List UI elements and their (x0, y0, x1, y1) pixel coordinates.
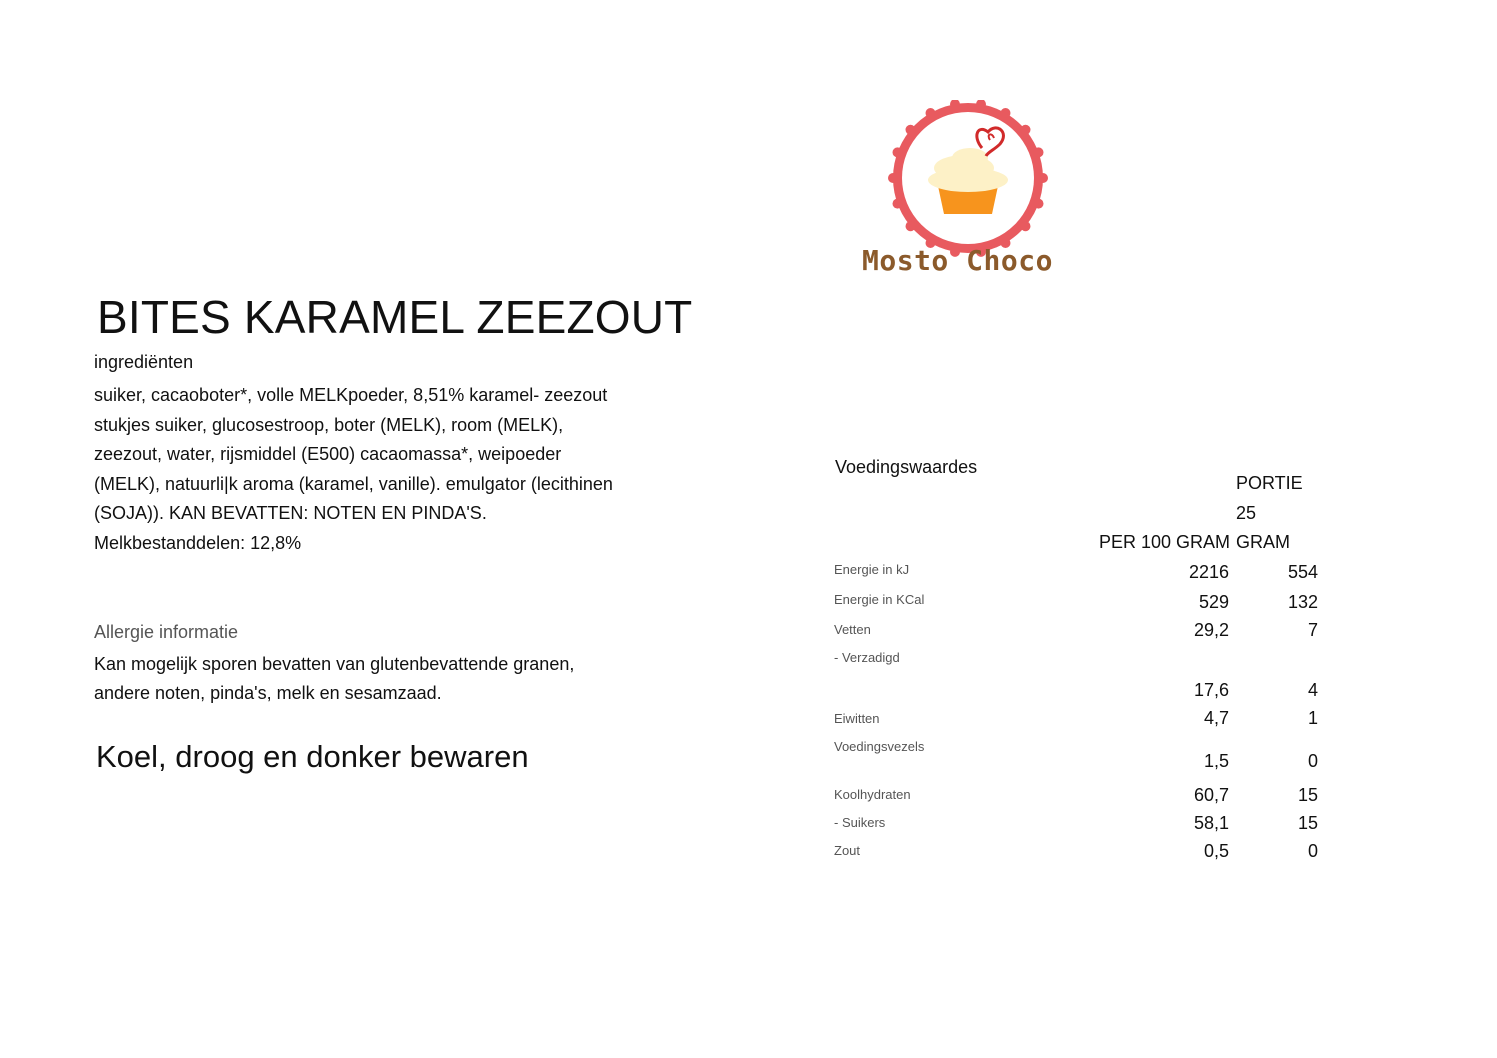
product-title: BITES KARAMEL ZEEZOUT (97, 291, 693, 343)
nutrition-per100-value: 529 (1198, 592, 1229, 612)
logo-wordmark: Mosto Choco (862, 244, 1053, 277)
nutrition-portion-value: 554 (1287, 562, 1318, 582)
column-header-per-100-gram: PER 100 GRAM (1099, 532, 1231, 552)
nutrition-row-label: Koolhydraten (834, 787, 911, 802)
nutrition-portion-value: 1 (1307, 708, 1318, 728)
column-header-gram: GRAM (1236, 532, 1290, 552)
nutrition-portion-value: 15 (1297, 813, 1318, 833)
ingredients-line: (MELK), natuurli|k aroma (karamel, vanille). emulgator (lecithinen (94, 473, 613, 494)
column-header-portie: PORTIE (1236, 473, 1303, 493)
nutrition-portion-value: 132 (1287, 592, 1318, 612)
nutrition-portion-value: 0 (1307, 751, 1318, 771)
allergy-line: Kan mogelijk sporen bevatten van glutenbevattende granen, (94, 654, 575, 674)
nutrition-row-label: Zout (834, 843, 861, 858)
nutrition-per100-value: 17,6 (1193, 680, 1229, 700)
ingredients-line: stukjes suiker, glucosestroop, boter (MELK), room (MELK), (94, 414, 564, 435)
nutrition-portion-value: 15 (1297, 785, 1318, 805)
allergy-text (94, 650, 674, 708)
nutrition-row-label: Voedingsvezels (834, 739, 925, 754)
nutrition-per100-value: 60,7 (1193, 785, 1229, 805)
nutrition-per100-value: 1,5 (1203, 751, 1229, 771)
nutrition-per100-value: 4,7 (1203, 708, 1229, 728)
nutrition-row-label: Energie in kJ (834, 562, 910, 577)
ingredients-heading: ingrediënten (94, 352, 194, 372)
ingredients-line: Melkbestanddelen: 12,8% (94, 532, 302, 553)
nutrition-portion-value: 7 (1307, 620, 1318, 640)
ingredients-line: suiker, cacaoboter*, volle MELKpoeder, 8,51% karamel- zeezout (94, 385, 608, 405)
nutrition-per100-value: 58,1 (1193, 813, 1229, 833)
ingredients-line: zeezout, water, rijsmiddel (E500) cacaomassa*, weipoeder (94, 444, 562, 464)
ingredients-line: (SOJA)). KAN BEVATTEN: NOTEN EN PINDA'S. (94, 503, 487, 523)
nutrition-row-label: - Suikers (834, 815, 886, 830)
nutrition-per100-value: 29,2 (1193, 620, 1229, 640)
nutrition-per100-value: 2216 (1188, 562, 1229, 582)
allergy-line: andere noten, pinda's, melk en sesamzaad. (94, 683, 442, 703)
nutrition-portion-value: 4 (1307, 680, 1318, 700)
nutrition-row-label: Vetten (834, 622, 871, 637)
nutrition-row-label: Eiwitten (834, 711, 880, 726)
ingredients-text (94, 381, 674, 558)
nutrition-portion-value: 0 (1307, 841, 1318, 861)
nutrition-row-label: - Verzadigd (834, 650, 900, 665)
nutrition-row-label: Energie in KCal (834, 592, 925, 607)
storage-instruction: Koel, droog en donker bewaren (96, 739, 529, 774)
nutrition-per100-value: 0,5 (1203, 841, 1229, 861)
allergy-heading: Allergie informatie (94, 622, 239, 642)
nutrition-heading: Voedingswaardes (835, 457, 978, 477)
column-header-portion-size: 25 (1236, 503, 1257, 523)
